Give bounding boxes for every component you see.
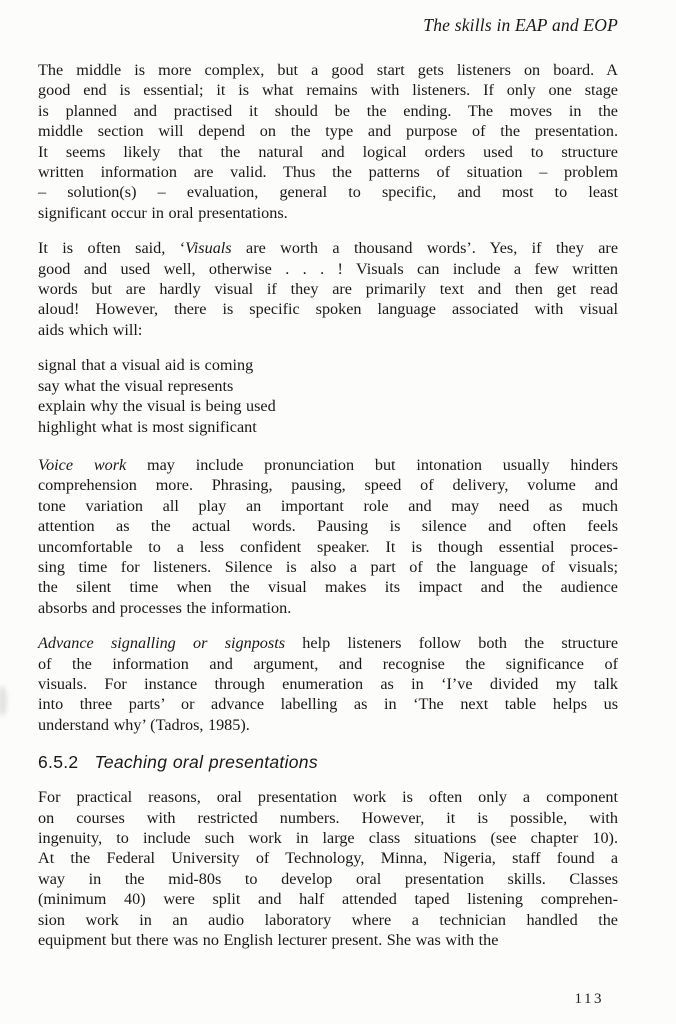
text-segment: may include pronunciation but intonation usually hinders [126,455,618,474]
text-line [38,930,618,950]
text-segment: of the information and argument, and recognise the significance of [38,654,618,673]
text-segment: comprehension more. Phrasing, pausing, speed of delivery, volume and [38,476,618,495]
text-segment: visuals. For instance through enumeration as in ‘I’ve divided my talk [38,674,618,693]
text-line [38,889,618,909]
text-line [38,162,618,182]
list [38,355,618,437]
text-line [38,101,618,121]
text-line [38,715,618,735]
text-segment: tone variation all play an important role and may need as much [38,496,618,515]
heading-number: 6.5.2 [38,752,79,773]
text-line [38,828,618,848]
text-segment: significant occur in oral presentations. [38,203,288,222]
text-segment: into three parts’ or advance labelling as in ‘The next table helps us [38,695,618,714]
text-segment: Advance signalling or signposts [38,634,286,653]
text-segment: – solution(s) – evaluation, general to specific, and most to least [38,183,618,202]
text-segment: sion work in an audio laboratory where a technician handled the [38,910,618,929]
text-line [38,633,618,653]
text-line [38,537,618,557]
text-segment: equipment but there was no English lecturer present. She was with the [38,931,499,950]
text-line [38,182,618,202]
section-heading [38,750,618,774]
text-segment: (minimum 40) were split and half attended taped listening comprehen- [38,890,618,909]
text-line [38,598,618,618]
text-line [38,869,618,889]
text-segment: the silent time when the visual makes its impact and the audience [38,578,618,597]
page-number: 113 [574,991,604,1007]
text-segment: sing time for listeners. Silence is also a part of the language of visuals; [38,557,618,576]
text-segment: aids which will: [38,320,143,339]
text-line [38,320,618,340]
text-line [38,396,618,416]
text-segment: way in the mid-80s to develop oral presentation skills. Classes [38,869,618,888]
text-segment: highlight what is most significant [38,417,257,436]
running-head: The skills in EAP and EOP [423,15,618,35]
text-line [38,80,618,100]
text-line [38,376,618,396]
text-segment: uncomfortable to a less confident speaker. It is though essential proces- [38,537,618,556]
text-line [38,279,618,299]
text-line [38,910,618,930]
text-segment: The middle is more complex, but a good start gets listeners on board. A [38,61,618,79]
heading-title: Teaching oral presentations [94,752,318,773]
text-segment: At the Federal University of Technology, Minna, Nigeria, staff found a [38,849,618,868]
text-segment: good and used well, otherwise . . . ! Visuals can include a few written [38,259,618,278]
paragraph [38,787,618,950]
text-line [38,496,618,516]
text-segment: middle section will depend on the type and purpose of the presentation. [38,122,618,141]
text-segment: ingenuity, to include such work in large class situations (see chapter 10). [38,829,618,847]
paragraph [38,60,618,223]
text-line [38,808,618,828]
text-line [38,674,618,694]
text-line [38,557,618,577]
text-segment: Visuals [185,239,232,258]
text-segment: is planned and practised it should be the ending. The moves in the [38,101,618,120]
text-line [38,848,618,868]
text-segment: explain why the visual is being used [38,397,276,416]
text-segment: It seems likely that the natural and logical orders used to structure [38,142,618,161]
text-segment: on courses with restricted numbers. However, it is possible, with [38,808,618,827]
text-segment: good end is essential; it is what remains with listeners. If only one stage [38,81,618,100]
text-line [38,455,618,475]
text-line [38,203,618,223]
text-segment: absorbs and processes the information. [38,598,292,617]
text-segment: written information are valid. Thus the patterns of situation – problem [38,163,618,182]
text-segment: help listeners follow both the structure [285,634,618,653]
text-line [38,60,618,80]
text-segment: are worth a thousand words’. Yes, if they are [231,239,618,258]
text-segment: It is often said, ‘ [38,239,186,258]
text-line [38,259,618,279]
text-line [38,355,618,375]
paragraph [38,633,618,735]
text-segment: say what the visual represents [38,376,234,395]
text-segment: Voice work [38,455,127,474]
text-line [38,694,618,714]
text-line [38,516,618,536]
text-line [38,238,618,258]
text-segment: aloud! However, there is specific spoken language associated with visual [38,300,618,319]
text-line [38,787,618,807]
text-segment: signal that a visual aid is coming [38,356,254,375]
text-line [38,299,618,319]
text-line [38,121,618,141]
paragraph [38,455,618,618]
text-line [38,577,618,597]
text-line [38,417,618,437]
text-segment: words but are hardly visual if they are primarily text and then get read [38,280,618,299]
text-segment: For practical reasons, oral presentation work is often only a component [38,788,618,807]
text-segment: attention as the actual words. Pausing is silence and often feels [38,517,618,536]
paragraph [38,238,618,340]
text-line [38,654,618,674]
text-line [38,475,618,495]
text-line [38,142,618,162]
document-body [0,36,676,950]
text-segment: understand why’ (Tadros, 1985). [38,715,250,734]
